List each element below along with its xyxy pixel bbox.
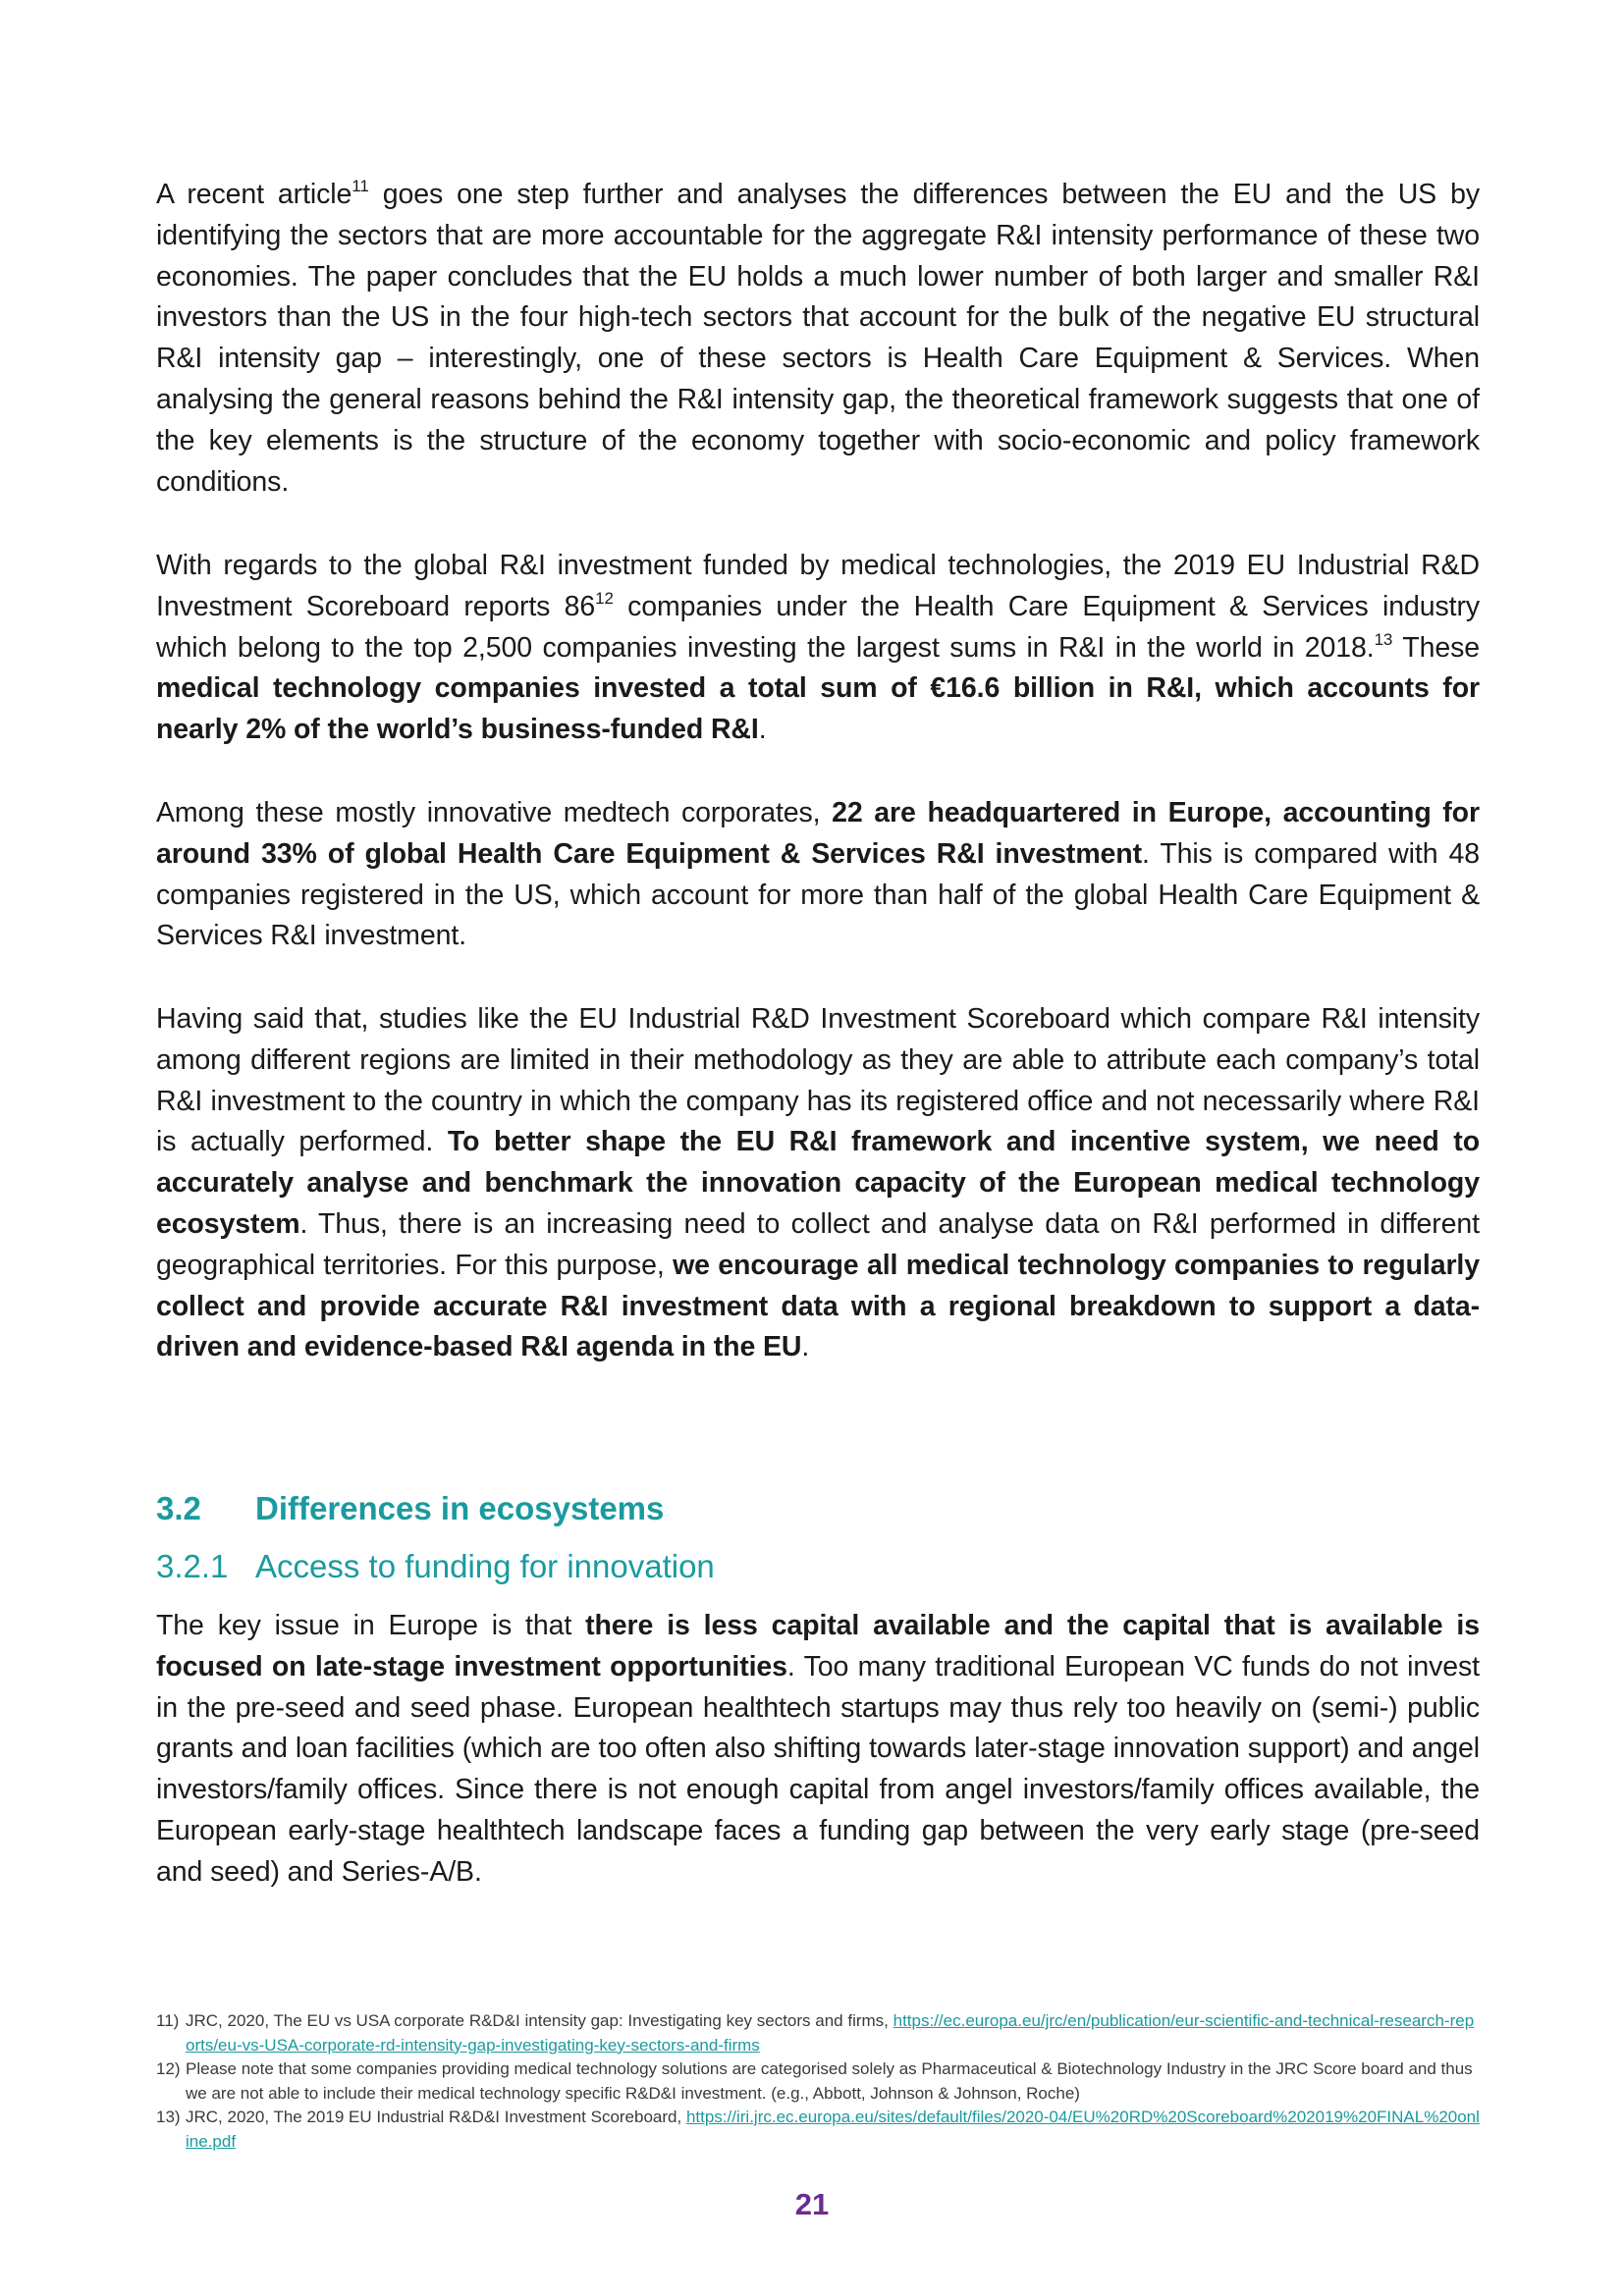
footnote-text: JRC, 2020, The EU vs USA corporate R&D&I intensity gap: Investigating key sectors and firms, bbox=[186, 2011, 893, 2030]
section-number: 3.2 bbox=[156, 1490, 201, 1526]
footnote-number: 13) bbox=[156, 2108, 181, 2126]
paragraph bbox=[156, 793, 1480, 957]
footnote-reference: 13 bbox=[1374, 629, 1393, 649]
text-run: companies under the Health Care Equipment & Services industry which belong to the top 2,500 companies investing the largest sums in R&I in the world in 2018. bbox=[156, 590, 1480, 664]
footnote bbox=[156, 2009, 1480, 2057]
emphasis-text: we encourage all medical technology companies to regularly collect and provide accurate R&I investment data with a regional breakdown to support a data-driven and evidence-based R&I agenda in the EU bbox=[156, 1249, 1481, 1363]
emphasis-text: medical technology companies invested a total sum of €16.6 billion in R&I, which accounts for nearly 2% of the world’s business-funded R&I bbox=[156, 672, 1480, 746]
text-run: A recent article bbox=[156, 179, 352, 210]
footnote-link[interactable]: https://iri.jrc.ec.europa.eu/sites/default/files/2020-04/EU%20RD%20Scoreboard%202019%20FINAL%20online.pdf bbox=[186, 2108, 1480, 2151]
subsection-heading bbox=[156, 1545, 715, 1588]
paragraph bbox=[156, 175, 1480, 503]
paragraph bbox=[156, 546, 1480, 751]
text-run: The key issue in Europe is that bbox=[156, 1610, 586, 1641]
paragraph bbox=[156, 999, 1480, 1368]
text-run: Among these mostly innovative medtech corporates, bbox=[156, 797, 833, 828]
footnote bbox=[156, 2057, 1480, 2106]
subsection-title: Access to funding for innovation bbox=[255, 1548, 715, 1584]
emphasis-text: 22 are headquartered in Europe, accounting for around 33% of global Health Care Equipment & Services R&I investment bbox=[156, 797, 1480, 870]
emphasis-text: To better shape the EU R&I framework and incentive system, we need to accurately analyse and benchmark the innovation capacity of the European medical technology ecosystem bbox=[156, 1126, 1480, 1240]
page-number: 21 bbox=[794, 2187, 830, 2221]
text-run: Having said that, studies like the EU Industrial R&D Investment Scoreboard which compare R&I intensity among different regions are limited in their methodology as they are able to attribute each company’s total R&I investment to the country in which the company has its registered office and not necessarily where R&I is actually performed. bbox=[156, 1003, 1480, 1158]
footnote-link[interactable]: https://ec.europa.eu/jrc/en/publication/eur-scientific-and-technical-research-reports/eu-vs-USA-corporate-rd-intensity-gap-investigating-key-sectors-and-firms bbox=[186, 2011, 1475, 2055]
footnote bbox=[156, 2106, 1480, 2154]
footnote-reference: 12 bbox=[595, 588, 614, 608]
footnote-number: 12) bbox=[156, 2059, 181, 2078]
footnote-number: 11) bbox=[156, 2011, 180, 2030]
subsection-number: 3.2.1 bbox=[156, 1548, 229, 1584]
text-run: . bbox=[758, 714, 767, 746]
text-run: . This is compared with 48 companies registered in the US, which account for more than half of the global Health Care Equipment & Services R&I investment. bbox=[156, 837, 1480, 952]
emphasis-text: there is less capital available and the capital that is available is focused on late-stage investment opportunities bbox=[156, 1610, 1480, 1682]
footnote-reference: 11 bbox=[352, 177, 369, 195]
section-title: Differences in ecosystems bbox=[255, 1490, 665, 1526]
paragraph bbox=[156, 1606, 1480, 1894]
footnote-text: JRC, 2020, The 2019 EU Industrial R&D&I Investment Scoreboard, bbox=[186, 2108, 686, 2126]
text-run: These bbox=[1392, 631, 1481, 664]
text-run: . Thus, there is an increasing need to collect and analyse data on R&I performed in different geographical territories. For this purpose, bbox=[156, 1207, 1480, 1281]
footnote-text: Please note that some companies providing medical technology solutions are categorised solely as Pharmaceutical & Biotechnology Industry in the JRC Score board and thus we are not able to include their medical technology specific R&D&I investment. (e.g., Abbott, Johnson & Johnson, Roche) bbox=[186, 2059, 1473, 2103]
section-heading bbox=[156, 1487, 664, 1530]
text-run: . Too many traditional European VC funds do not invest in the pre-seed and seed phase. European healthtech startups may thus rely too heavily on (semi-) public grants and loan facilities (which are too often also shifting towards later-stage innovation support) and angel investors/family offices. Since there is not enough capital from angel investors/family offices available, the European early-stage healthtech landscape faces a funding gap between the very early stage (pre-seed and seed) and Series-A/B. bbox=[156, 1650, 1480, 1888]
text-run: With regards to the global R&I investment funded by medical technologies, the 2019 EU Industrial R&D Investment Scoreboard reports 86 bbox=[156, 550, 1480, 622]
text-run: . bbox=[801, 1331, 810, 1363]
footnotes bbox=[156, 2009, 1480, 2154]
text-run: goes one step further and analyses the differences between the EU and the US by identifying the sectors that are more accountable for the aggregate R&I intensity performance of these two economies. The paper concludes that the EU holds a much lower number of both larger and smaller R&I investors than the US in the four high-tech sectors that account for the bulk of the negative EU structural R&I intensity gap – interestingly, one of these sectors is Health Care Equipment & Services. When analysing the general reasons behind the R&I intensity gap, the theoretical framework suggests that one of the key elements is the structure of the economy together with socio-economic and policy framework conditions. bbox=[156, 179, 1480, 498]
